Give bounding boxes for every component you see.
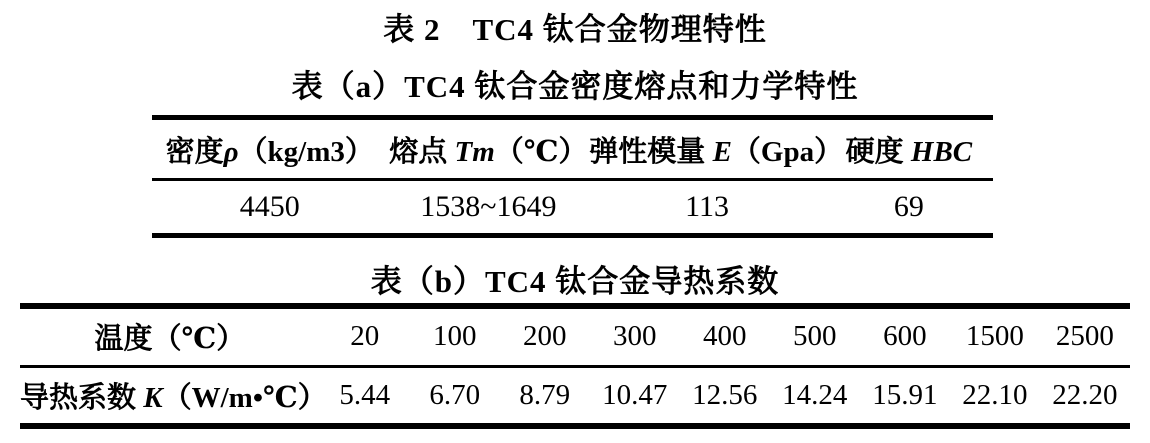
header-density-unit: （kg/m3） (238, 135, 374, 168)
conductivity-cell: 22.20 (1052, 378, 1118, 411)
cell-density-value: 4450 (239, 190, 300, 223)
header-modulus-unit: （Gpa） (731, 135, 844, 168)
header-modulus-text: 弹性模量 (589, 135, 713, 168)
conductivity-label-text: 导热系数 (20, 381, 144, 414)
conductivity-cell: 8.79 (519, 378, 571, 411)
temperature-cell: 300 (613, 320, 657, 353)
header-melting-point (387, 118, 589, 180)
conductivity-cell: 6.70 (429, 378, 481, 411)
temperature-row-label: 温度（℃） (94, 323, 246, 356)
temperature-cell: 200 (523, 320, 567, 353)
temperature-cell: 600 (883, 320, 927, 353)
temperature-row (20, 306, 1130, 366)
cell-hardness-value: 69 (893, 190, 924, 223)
conductivity-row (20, 366, 1130, 426)
table-b-caption: 表（b）TC4 钛合金导热系数 (370, 264, 780, 299)
temperature-cell: 400 (703, 320, 747, 353)
conductivity-cell: 5.44 (339, 378, 391, 411)
conductivity-cell: 22.10 (962, 378, 1028, 411)
conductivity-cell: 14.24 (782, 378, 848, 411)
table-b (20, 303, 1130, 429)
table-a-value-row (152, 180, 993, 236)
conductivity-cell: 15.91 (872, 378, 938, 411)
temperature-cell: 1500 (965, 320, 1024, 353)
conductivity-label-unit: （W/m•℃） (162, 381, 327, 414)
temperature-cell: 2500 (1055, 320, 1114, 353)
temperature-cell: 500 (793, 320, 837, 353)
header-hardness-text: 硬度 (845, 135, 911, 168)
header-density (152, 118, 387, 180)
header-density-symbol: ρ (223, 135, 239, 168)
document-title: 表 2 TC4 钛合金物理特性 (383, 12, 767, 47)
conductivity-label-symbol: K (143, 381, 163, 414)
table-a-header-row (152, 118, 993, 180)
temperature-cell: 20 (350, 320, 380, 353)
conductivity-cell: 12.56 (692, 378, 758, 411)
conductivity-cell: 10.47 (602, 378, 668, 411)
header-melting-symbol: Tm (454, 135, 495, 168)
header-density-text: 密度 (165, 135, 224, 168)
conductivity-row-label (20, 366, 327, 426)
temperature-cell: 100 (432, 320, 477, 353)
table-a (152, 115, 993, 238)
header-hardness-symbol: HBC (910, 135, 973, 168)
cell-melting-point-value: 1538~1649 (420, 190, 557, 223)
header-modulus-symbol: E (712, 135, 732, 168)
header-elastic-modulus (589, 118, 844, 180)
header-hardness (825, 118, 993, 180)
header-melting-unit: （℃） (494, 135, 588, 168)
header-melting-text: 熔点 (389, 135, 455, 168)
table-a-caption: 表（a）TC4 钛合金密度熔点和力学特性 (291, 69, 859, 104)
cell-elastic-modulus-value: 113 (685, 190, 729, 223)
